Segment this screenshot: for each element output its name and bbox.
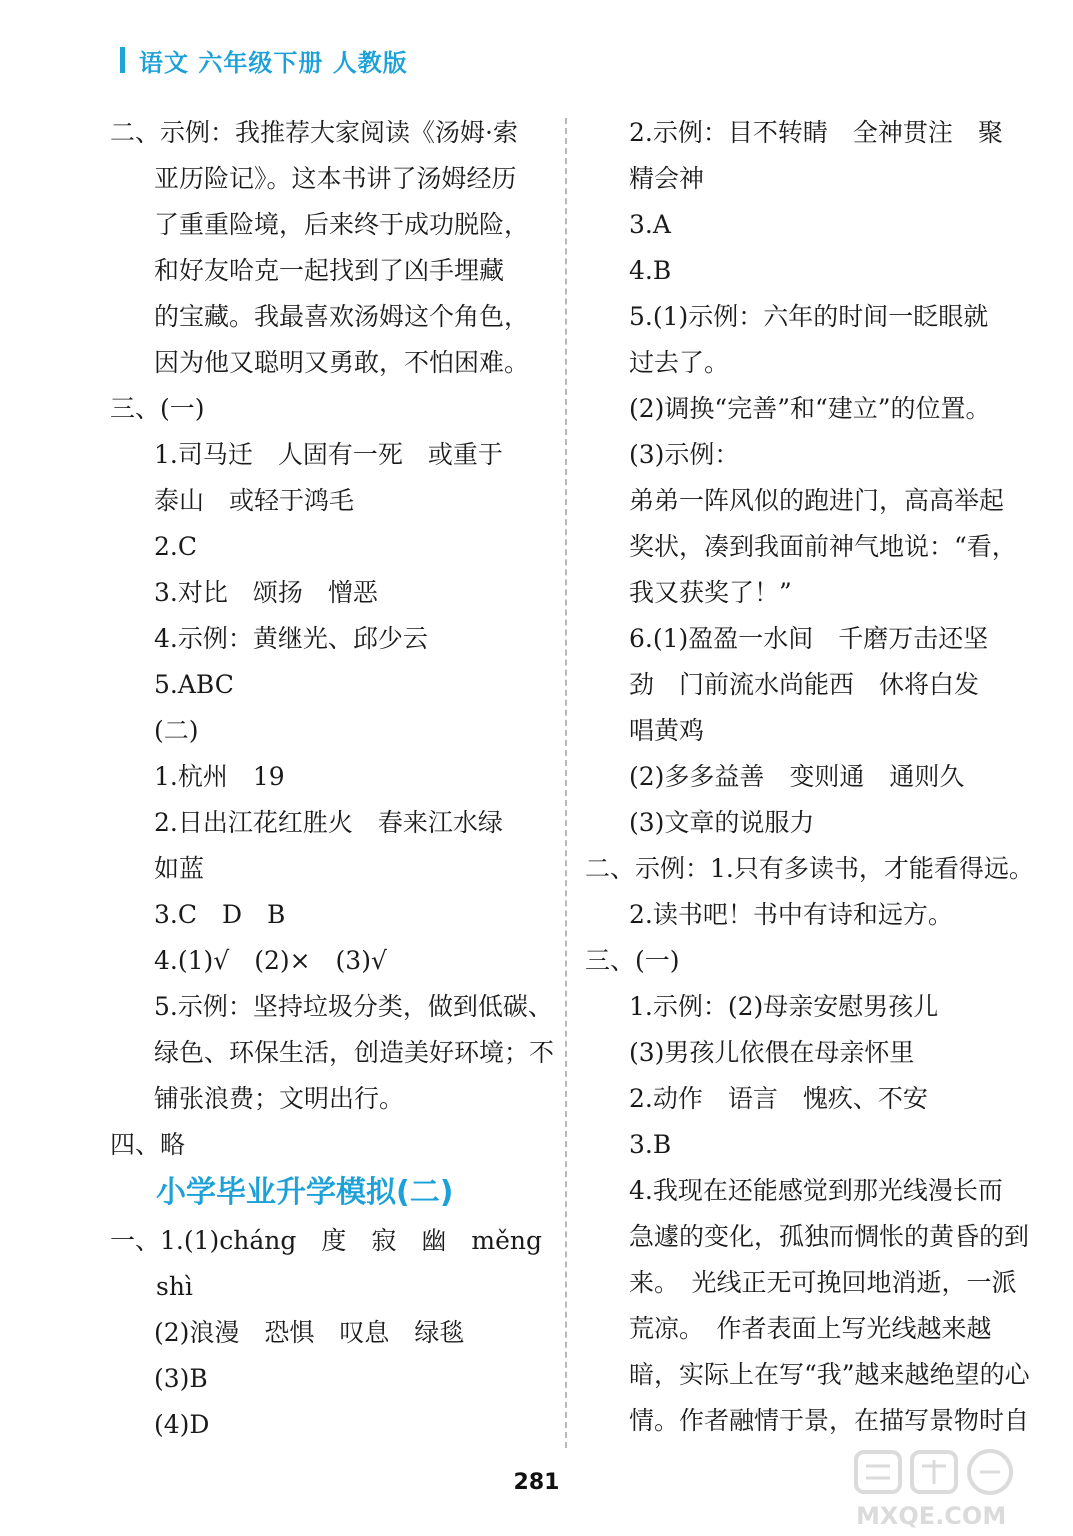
- answer-line: 2.读书吧！书中有诗和远方。: [629, 900, 953, 929]
- answer-line: 2.日出江花红胜火 春来江水绿: [154, 808, 503, 837]
- answer-line: 劲 门前流水尚能西 休将白发: [629, 670, 980, 699]
- answer-line: 3.C D B: [154, 900, 286, 929]
- left-column: [110, 110, 555, 1448]
- answer-line: 唱黄鸡: [629, 716, 705, 745]
- answer-line: 因为他又聪明又勇敢，不怕困难。: [154, 348, 530, 377]
- answer-line: 2.动作 语言 愧疚、不安: [629, 1084, 928, 1113]
- answer-line: (2)浪漫 恐惧 叹息 绿毯: [154, 1318, 465, 1347]
- answer-line: 6.(1)盈盈一水间 千磨万击还坚: [629, 624, 989, 653]
- answer-line: 暗，实际上在写“我”越来越绝望的心: [629, 1360, 1030, 1389]
- answer-line: 三、(一): [110, 394, 205, 423]
- page-header: [120, 40, 408, 80]
- answer-line: 3.A: [629, 210, 671, 239]
- answer-line: 四、略: [110, 1130, 186, 1159]
- answer-line: 4.示例：黄继光、邱少云: [154, 624, 428, 653]
- answer-line: 的宝藏。我最喜欢汤姆这个角色，: [154, 302, 530, 331]
- answer-line: 二、示例：1.只有多读书，才能看得远。: [585, 854, 1034, 883]
- right-column: [585, 110, 1034, 1444]
- answer-line: 5.ABC: [154, 670, 234, 699]
- answer-line: 5.(1)示例：六年的时间一眨眼就: [629, 302, 989, 331]
- answer-line: 2.示例：目不转睛 全神贯注 聚: [629, 118, 1003, 147]
- answer-line: 铺张浪费；文明出行。: [154, 1084, 405, 1113]
- answer-line: 一、1.(1)cháng 度 寂 幽 měng: [110, 1226, 542, 1255]
- answer-line: 2.C: [154, 532, 197, 561]
- answer-line: 弟弟一阵风似的跑进门，高高举起: [629, 486, 1005, 515]
- answer-line: 和好友哈克一起找到了凶手埋藏: [154, 256, 505, 285]
- answer-line: (2)调换“完善”和“建立”的位置。: [629, 394, 991, 423]
- answer-line: 荒凉。 作者表面上写光线越来越: [629, 1314, 992, 1343]
- answer-line: 精会神: [629, 164, 705, 193]
- answer-line: (3)男孩儿依偎在母亲怀里: [629, 1038, 915, 1067]
- answer-line: (3)示例：: [629, 440, 740, 469]
- watermark-logo-icon: [850, 1448, 1025, 1530]
- answer-line: 4.B: [629, 256, 672, 285]
- section-heading: 小学毕业升学模拟(二): [156, 1175, 454, 1210]
- answer-line: 1.杭州 19: [154, 762, 285, 791]
- answer-line: (4)D: [154, 1410, 210, 1439]
- header-accent-bar: [120, 47, 125, 73]
- header-title: 语文 六年级下册 人教版: [139, 48, 408, 77]
- answer-line: 5.示例：坚持垃圾分类，做到低碳、: [154, 992, 553, 1021]
- answer-line: 来。 光线正无可挽回地消逝，一派: [629, 1268, 1017, 1297]
- column-divider: [565, 118, 567, 1448]
- answer-line: 3.B: [629, 1130, 672, 1159]
- answer-line: 泰山 或轻于鸿毛: [154, 486, 355, 515]
- answer-line: 急遽的变化，孤独而惆怅的黄昏的到: [629, 1222, 1030, 1251]
- answer-line: (二): [154, 716, 199, 745]
- answer-line: 1.示例：(2)母亲安慰男孩儿: [629, 992, 939, 1021]
- answer-line: 4.(1)√ (2)× (3)√: [154, 946, 387, 975]
- answer-line: 3.对比 颂扬 憎恶: [154, 578, 378, 607]
- watermark-text: MXQE.COM: [856, 1502, 1007, 1530]
- answer-line: 三、(一): [585, 946, 680, 975]
- answer-line: (3)文章的说服力: [629, 808, 815, 837]
- answer-line: 过去了。: [629, 348, 730, 377]
- answer-line: (2)多多益善 变则通 通则久: [629, 762, 965, 791]
- answer-line: 情。作者融情于景，在描写景物时自: [629, 1406, 1030, 1435]
- answer-line: 4.我现在还能感觉到那光线漫长而: [629, 1176, 1003, 1205]
- answer-line: (3)B: [154, 1364, 208, 1393]
- answer-line: 绿色、环保生活，创造美好环境；不: [154, 1038, 555, 1067]
- answer-line: 如蓝: [154, 854, 205, 883]
- answer-line: 了重重险境，后来终于成功脱险，: [154, 210, 530, 239]
- answer-line: 奖状，凑到我面前神气地说：“看，: [629, 532, 1017, 561]
- page-number: 281: [513, 1470, 560, 1495]
- answer-line: 1.司马迁 人固有一死 或重于: [154, 440, 503, 469]
- answer-line: 亚历险记》。这本书讲了汤姆经历: [154, 164, 517, 193]
- answer-line: 我又获奖了！”: [629, 578, 792, 607]
- answer-line: 二、示例：我推荐大家阅读《汤姆·索: [110, 118, 518, 147]
- answer-line: shì: [156, 1272, 193, 1301]
